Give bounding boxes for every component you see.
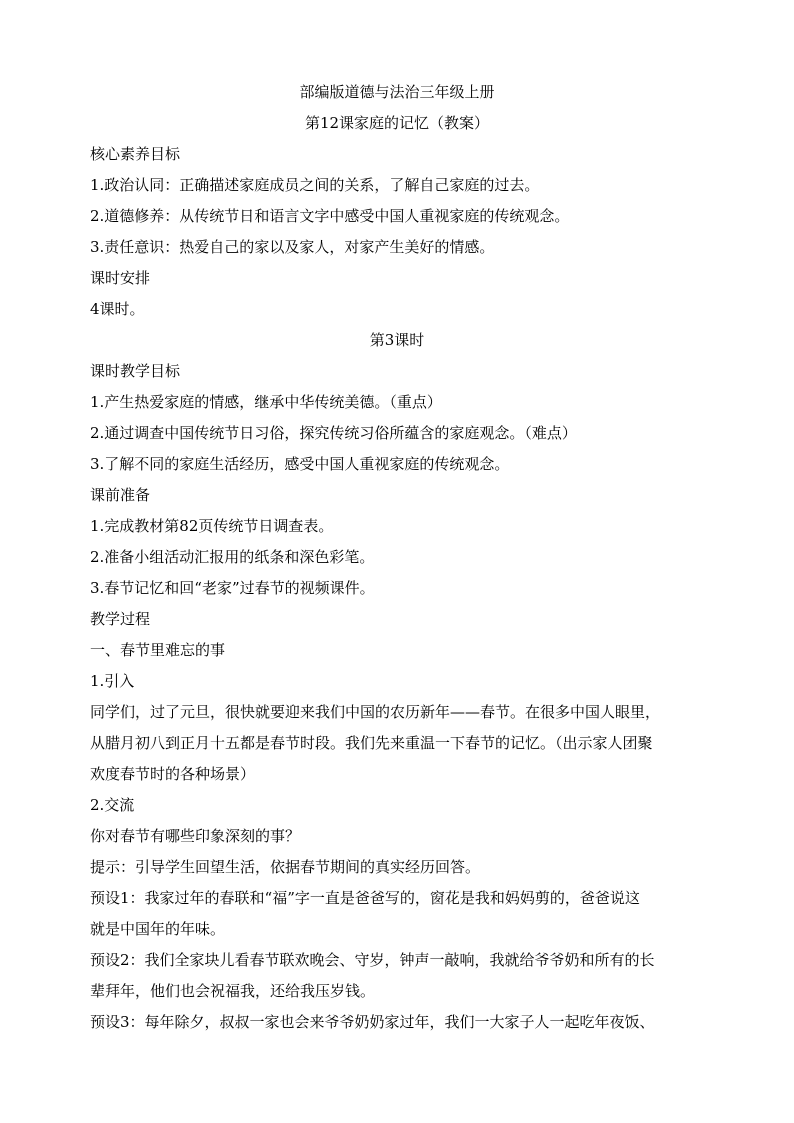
section-heading: 课时教学目标 xyxy=(90,362,181,380)
paragraph-line: 预设1：我家过年的春联和“福”字一直是爸爸写的，窗花是我和妈妈剪的，爸爸说这 xyxy=(90,889,640,907)
paragraph-line: 就是中国年的年味。 xyxy=(90,920,226,938)
document-subtitle: 第12课家庭的记忆（教案） xyxy=(304,114,490,132)
paragraph-line: 从腊月初八到正月十五都是春节时段。我们先来重温一下春节的记忆。（出示家人团聚 xyxy=(90,734,653,752)
paragraph-line: 1.政治认同：正确描述家庭成员之间的关系，了解自己家庭的过去。 xyxy=(90,176,540,194)
paragraph-line: 1.引入 xyxy=(90,672,135,690)
subsection-heading: 一、春节里难忘的事 xyxy=(90,641,226,659)
paragraph-line: 2.交流 xyxy=(90,796,135,814)
paragraph-line: 提示：引导学生回望生活，依据春节期间的真实经历回答。 xyxy=(90,858,481,876)
paragraph-line: 2.道德修养：从传统节日和语言文字中感受中国人重视家庭的传统观念。 xyxy=(90,207,570,225)
document-title: 部编版道德与法治三年级上册 xyxy=(299,83,495,101)
paragraph-line: 2.准备小组活动汇报用的纸条和深色彩笔。 xyxy=(90,548,375,566)
paragraph-line: 你对春节有哪些印象深刻的事？ xyxy=(90,827,301,845)
paragraph-line: 1.完成教材第82页传统节日调查表。 xyxy=(90,517,334,535)
paragraph-line: 预设3：每年除夕，叔叔一家也会来爷爷奶奶家过年，我们一大家子人一起吃年夜饭、 xyxy=(90,1013,655,1031)
section-heading: 课前准备 xyxy=(90,486,151,504)
paragraph-line: 2.通过调查中国传统节日习俗，探究传统习俗所蕴含的家庭观念。（难点） xyxy=(90,424,577,442)
paragraph-line: 3.责任意识：热爱自己的家以及家人，对家产生美好的情感。 xyxy=(90,238,495,256)
lesson-heading: 第3课时 xyxy=(369,331,425,349)
paragraph-line: 3.了解不同的家庭生活经历，感受中国人重视家庭的传统观念。 xyxy=(90,455,510,473)
section-heading: 课时安排 xyxy=(90,269,151,287)
paragraph-line: 欢度春节时的各种场景） xyxy=(90,765,256,783)
paragraph-line: 1.产生热爱家庭的情感，继承中华传统美德。（重点） xyxy=(90,393,442,411)
paragraph-line: 同学们，过了元旦，很快就要迎来我们中国的农历新年——春节。在很多中国人眼里， xyxy=(90,703,661,721)
paragraph-line: 预设2：我们全家块儿看春节联欢晚会、守岁，钟声一敲响，我就给爷爷奶和所有的长 xyxy=(90,951,655,969)
paragraph-line: 辈拜年，他们也会祝福我，还给我压岁钱。 xyxy=(90,982,376,1000)
paragraph-line: 4课时。 xyxy=(90,300,145,318)
paragraph-line: 3.春节记忆和回“老家”过春节的视频课件。 xyxy=(90,579,375,597)
section-heading: 核心素养目标 xyxy=(90,145,181,163)
section-heading: 教学过程 xyxy=(90,610,151,628)
